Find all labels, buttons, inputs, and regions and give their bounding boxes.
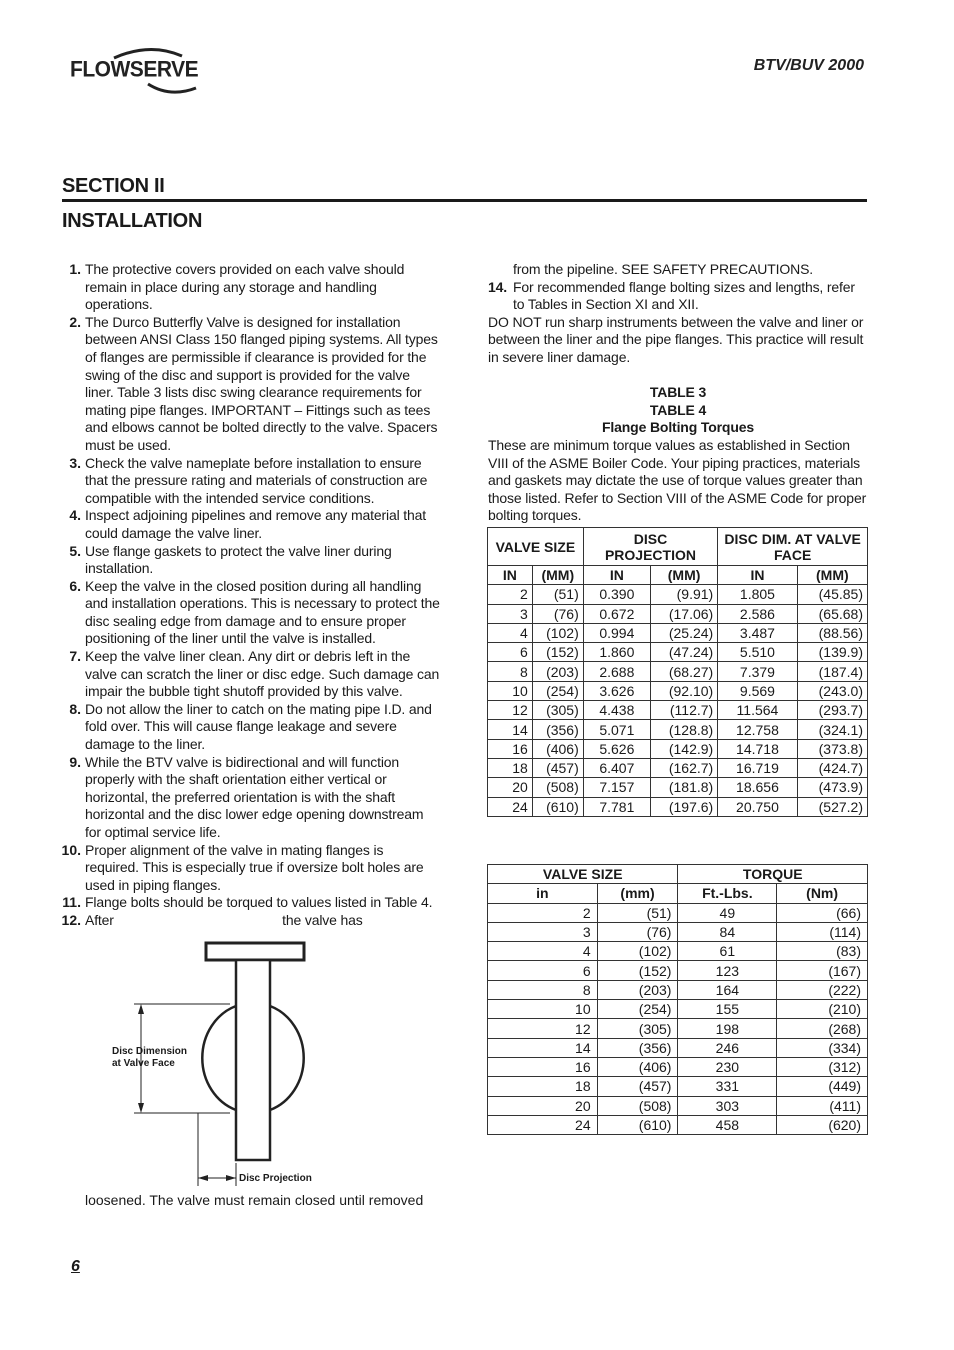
- list-item: [60, 894, 440, 912]
- item-text: Do not allow the liner to catch on the mating pipe I.D. and fold over. This will cause flange leakage and severe damage to the liner.: [85, 700, 432, 753]
- list-item: [60, 578, 440, 648]
- list-item: [488, 279, 868, 314]
- table-cell: 303: [678, 1096, 777, 1115]
- table-cell: 61: [678, 942, 777, 961]
- table-cell: 18: [488, 758, 533, 777]
- table-cell: 14: [488, 720, 533, 739]
- document-id: BTV/BUV 2000: [753, 57, 864, 74]
- table-cell: 458: [678, 1115, 777, 1134]
- table-cell: (152): [597, 961, 678, 980]
- table-cell: (66): [777, 903, 868, 922]
- table-cell: (9.91): [650, 585, 717, 604]
- table4-title: Flange Bolting Torques: [602, 419, 754, 436]
- table-cell: 7.781: [583, 797, 650, 816]
- table-cell: 8: [488, 980, 598, 999]
- table-cell: 5.626: [583, 739, 650, 758]
- table-sub-header-row: [488, 884, 868, 903]
- table-cell: (449): [777, 1077, 868, 1096]
- list-item: [60, 842, 440, 895]
- table-cell: (152): [532, 643, 583, 662]
- table-cell: 20.750: [718, 797, 797, 816]
- table-cell: (457): [597, 1077, 678, 1096]
- table-row: [488, 903, 868, 922]
- truncated-text-fragment: [85, 1194, 445, 1210]
- table-cell: 3.487: [718, 623, 797, 642]
- table-cell: (139.9): [797, 643, 867, 662]
- flowserve-logo: [70, 44, 215, 100]
- table-cell: 1.805: [718, 585, 797, 604]
- column-header: DISC PROJECTION: [583, 528, 717, 566]
- table-row: [488, 623, 868, 642]
- table-cell: (17.06): [650, 604, 717, 623]
- item-number: 4.: [69, 507, 81, 524]
- column-header: Ft.-Lbs.: [678, 884, 777, 903]
- table-row: [488, 1096, 868, 1115]
- table-cell: (508): [532, 778, 583, 797]
- table-cell: (373.8): [797, 739, 867, 758]
- table-row: [488, 1019, 868, 1038]
- table-cell: (406): [597, 1057, 678, 1076]
- item-number: 2.: [69, 313, 81, 330]
- table-row: [488, 643, 868, 662]
- section-divider: [62, 199, 867, 202]
- item-text: The protective covers provided on each valve should remain in place during any storage and handling operations.: [85, 261, 405, 313]
- table-row: [488, 1038, 868, 1057]
- disc-dimension-label-line1: Disc Dimension: [112, 1046, 188, 1057]
- table-row: [488, 1057, 868, 1076]
- table-cell: (508): [597, 1096, 678, 1115]
- table-group-header-row: [488, 528, 868, 566]
- item-text: Use flange gaskets to protect the valve liner during installation.: [85, 542, 392, 577]
- item-text: The Durco Butterfly Valve is designed for installation between ANSI Class 150 flanged piping systems. All types of flanges are permissible if clearance is provided for the swing of the disc and support is provided for the valve liner. Table 3 lists disc swing clearance requirements for mating pipe flanges. IMPORTANT – Fittings such as tees and elbows cannot be bolted directly to the valve. Spacers must be used.: [85, 313, 438, 453]
- table-row: [488, 1000, 868, 1019]
- table-cell: 3.626: [583, 681, 650, 700]
- table-cell: (142.9): [650, 739, 717, 758]
- table-cell: (254): [532, 681, 583, 700]
- table-cell: (102): [532, 623, 583, 642]
- table-cell: (406): [532, 739, 583, 758]
- item-number: 7.: [69, 648, 81, 665]
- installation-steps-list: [60, 261, 440, 938]
- table-cell: (65.68): [797, 604, 867, 623]
- table-cell: 2.586: [718, 604, 797, 623]
- table-cell: (312): [777, 1057, 868, 1076]
- table-row: [488, 681, 868, 700]
- table-cell: (76): [532, 604, 583, 623]
- table-cell: (51): [597, 903, 678, 922]
- table-cell: 20: [488, 778, 533, 797]
- item-text: While the BTV valve is bidirectional and will function properly with the shaft orientation either vertical or horizontal, the preferred orientation is with the shaft horizontal and the disc lower edge opening downstream for optimal service life.: [85, 753, 424, 840]
- item-text: Flange bolts should be torqued to values listed in Table 4.: [85, 894, 433, 911]
- continued-item-text: from the pipeline. SEE SAFETY PRECAUTIONS.: [513, 261, 813, 277]
- table-cell: (128.8): [650, 720, 717, 739]
- table-cell: 12.758: [718, 720, 797, 739]
- table-row: [488, 758, 868, 777]
- table-cell: 10: [488, 681, 533, 700]
- section-subtitle: INSTALLATION: [62, 210, 203, 232]
- table-cell: (162.7): [650, 758, 717, 777]
- table-cell: 8: [488, 662, 533, 681]
- item-text: Proper alignment of the valve in mating flanges is required. This is especially true if oversize bolt holes are used in piping flanges.: [85, 841, 424, 893]
- table-cell: (83): [777, 942, 868, 961]
- item-number: 12.: [61, 911, 81, 928]
- table-cell: 7.157: [583, 778, 650, 797]
- table-cell: 14.718: [718, 739, 797, 758]
- disc-projection-label: Disc Projection: [239, 1173, 312, 1184]
- table-cell: 0.390: [583, 585, 650, 604]
- table-cell: (114): [777, 922, 868, 941]
- table-cell: 123: [678, 961, 777, 980]
- table-row: [488, 662, 868, 681]
- table-cell: 10: [488, 1000, 598, 1019]
- column-header: IN: [583, 566, 650, 585]
- table-cell: (187.4): [797, 662, 867, 681]
- table-cell: (76): [597, 922, 678, 941]
- table-cell: 14: [488, 1038, 598, 1057]
- table-row: [488, 980, 868, 999]
- table-row: [488, 942, 868, 961]
- table-row: [488, 1115, 868, 1134]
- item-number: 5.: [69, 542, 81, 559]
- column-header: TORQUE: [678, 865, 868, 884]
- item-text: Keep the valve in the closed position during all handling and installation operations. This is necessary to protect the disc sealing edge from damage and to ensure proper positioning of the liner until the valve is installed.: [85, 577, 440, 647]
- table-cell: 3: [488, 922, 598, 941]
- table-group-header-row: [488, 865, 868, 884]
- item-number: 10.: [61, 841, 81, 858]
- table3-caption: TABLE 3: [649, 384, 707, 401]
- table-cell: 16: [488, 739, 533, 758]
- list-item: [60, 754, 440, 842]
- table-row: [488, 604, 868, 623]
- list-item: [60, 648, 440, 701]
- table-cell: (181.8): [650, 778, 717, 797]
- table-cell: (620): [777, 1115, 868, 1134]
- table-cell: (305): [532, 701, 583, 720]
- table-sub-header-row: [488, 566, 868, 585]
- fragment-text: loosened. The valve must remain closed until removed: [85, 1194, 424, 1208]
- table-cell: (88.56): [797, 623, 867, 642]
- table-cell: (210): [777, 1000, 868, 1019]
- item-number: 9.: [69, 753, 81, 770]
- table-cell: 24: [488, 1115, 598, 1134]
- table-cell: 16.719: [718, 758, 797, 777]
- table-cell: 2.688: [583, 662, 650, 681]
- table-cell: (334): [777, 1038, 868, 1057]
- table-cell: 18: [488, 1077, 598, 1096]
- item-text: After the valve has: [85, 911, 363, 928]
- table-cell: (268): [777, 1019, 868, 1038]
- valve-disc-diagram: [100, 938, 440, 1193]
- list-item: [60, 912, 440, 930]
- table-cell: 246: [678, 1038, 777, 1057]
- table-cell: (222): [777, 980, 868, 999]
- table-cell: (47.24): [650, 643, 717, 662]
- list-item: [60, 455, 440, 508]
- section-title: SECTION II: [62, 175, 165, 197]
- table-cell: 0.994: [583, 623, 650, 642]
- table-cell: 164: [678, 980, 777, 999]
- column-header: (MM): [532, 566, 583, 585]
- item-number: 3.: [69, 454, 81, 471]
- table-cell: 1.860: [583, 643, 650, 662]
- table-row: [488, 778, 868, 797]
- table-cell: (243.0): [797, 681, 867, 700]
- right-column: [488, 261, 868, 525]
- table-cell: (424.7): [797, 758, 867, 777]
- flange-torque-table: [487, 864, 868, 1135]
- list-item: [60, 261, 440, 314]
- column-header: (MM): [650, 566, 717, 585]
- item-text: Keep the valve liner clean. Any dirt or debris left in the valve can scratch the liner or disc edge. Such damage can impair the bubble tight shutoff provided by this valve.: [85, 648, 440, 700]
- item-number: 1.: [69, 261, 81, 277]
- table-row: [488, 739, 868, 758]
- table4-caption: TABLE 4: [649, 401, 707, 418]
- table-cell: (51): [532, 585, 583, 604]
- table-cell: (411): [777, 1096, 868, 1115]
- table-cell: 84: [678, 922, 777, 941]
- table-cell: 198: [678, 1019, 777, 1038]
- warning-paragraph: DO NOT run sharp instruments between the valve and liner or between the liner and the pipe flanges. This practice will result in severe liner damage.: [488, 313, 864, 365]
- table-cell: 11.564: [718, 701, 797, 720]
- table-cell: 16: [488, 1057, 598, 1076]
- table-body: [488, 903, 868, 1135]
- disc-dimension-label-line2: at Valve Face: [112, 1058, 175, 1069]
- column-header: (Nm): [777, 884, 868, 903]
- table-cell: 12: [488, 1019, 598, 1038]
- table-cell: 2: [488, 903, 598, 922]
- table-cell: (167): [777, 961, 868, 980]
- page-number: 6: [71, 1258, 80, 1275]
- disc-clearance-table: [487, 527, 868, 817]
- table-cell: (356): [597, 1038, 678, 1057]
- table-cell: (356): [532, 720, 583, 739]
- column-header: (MM): [797, 566, 867, 585]
- item-text: Check the valve nameplate before installation to ensure that the pressure rating and materials of construction are compatible with the intended service conditions.: [85, 454, 428, 506]
- table-cell: (473.9): [797, 778, 867, 797]
- item-text: Inspect adjoining pipelines and remove any material that could damage the valve liner.: [85, 507, 427, 541]
- table-cell: (25.24): [650, 623, 717, 642]
- table-cell: (203): [597, 980, 678, 999]
- list-item: [60, 507, 440, 542]
- column-header: VALVE SIZE: [488, 528, 584, 566]
- table-cell: 20: [488, 1096, 598, 1115]
- table-cell: (254): [597, 1000, 678, 1019]
- table-cell: 49: [678, 903, 777, 922]
- table-row: [488, 1077, 868, 1096]
- table-cell: 18.656: [718, 778, 797, 797]
- table-row: [488, 922, 868, 941]
- table-row: [488, 720, 868, 739]
- column-header: in: [488, 884, 598, 903]
- column-header: VALVE SIZE: [488, 865, 678, 884]
- table-cell: 5.510: [718, 643, 797, 662]
- table-cell: 4: [488, 942, 598, 961]
- table-cell: 155: [678, 1000, 777, 1019]
- column-header: (mm): [597, 884, 678, 903]
- table-cell: (324.1): [797, 720, 867, 739]
- table-cell: 24: [488, 797, 533, 816]
- table-cell: (112.7): [650, 701, 717, 720]
- table-cell: (197.6): [650, 797, 717, 816]
- table-cell: (203): [532, 662, 583, 681]
- table-cell: (92.10): [650, 681, 717, 700]
- table-cell: 9.569: [718, 681, 797, 700]
- table-cell: (457): [532, 758, 583, 777]
- list-item: [60, 701, 440, 754]
- table-cell: (527.2): [797, 797, 867, 816]
- item-number: 8.: [69, 700, 81, 717]
- table-cell: (102): [597, 942, 678, 961]
- logo-wordmark: FLOWSERVE: [70, 57, 199, 82]
- column-header: DISC DIM. AT VALVE FACE: [718, 528, 868, 566]
- table-cell: 6: [488, 643, 533, 662]
- table-cell: (68.27): [650, 662, 717, 681]
- table-cell: 2: [488, 585, 533, 604]
- table-row: [488, 961, 868, 980]
- item-text: For recommended flange bolting sizes and lengths, refer to Tables in Section XI and XII.: [513, 278, 855, 313]
- item-number: 11.: [62, 894, 81, 911]
- table-cell: 4: [488, 623, 533, 642]
- table-cell: (610): [597, 1115, 678, 1134]
- table-cell: (610): [532, 797, 583, 816]
- item-number: 14.: [488, 278, 508, 295]
- table-cell: 5.071: [583, 720, 650, 739]
- table-cell: 4.438: [583, 701, 650, 720]
- disc-dimension-label: [112, 1046, 187, 1070]
- table-cell: (45.85): [797, 585, 867, 604]
- table-cell: 6.407: [583, 758, 650, 777]
- table-cell: 6: [488, 961, 598, 980]
- list-item: [60, 314, 440, 455]
- table-row: [488, 701, 868, 720]
- table-cell: 12: [488, 701, 533, 720]
- table-cell: 3: [488, 604, 533, 623]
- table-row: [488, 585, 868, 604]
- column-header: IN: [718, 566, 797, 585]
- table-cell: 230: [678, 1057, 777, 1076]
- table-row: [488, 797, 868, 816]
- table-cell: 331: [678, 1077, 777, 1096]
- table-cell: (293.7): [797, 701, 867, 720]
- table-cell: 7.379: [718, 662, 797, 681]
- torque-note-paragraph: These are minimum torque values as established in Section VIII of the ASME Boiler Code. Your piping practices, materials and gaskets may dictate the use of torque values greater than those listed. Refer to Section VIII of the ASME Code for proper bolting torques.: [488, 436, 867, 524]
- item-number: 6.: [69, 577, 81, 594]
- list-item: [60, 543, 440, 578]
- column-header: IN: [488, 566, 533, 585]
- table-cell: 0.672: [583, 604, 650, 623]
- table-body: [488, 585, 868, 817]
- table-cell: (305): [597, 1019, 678, 1038]
